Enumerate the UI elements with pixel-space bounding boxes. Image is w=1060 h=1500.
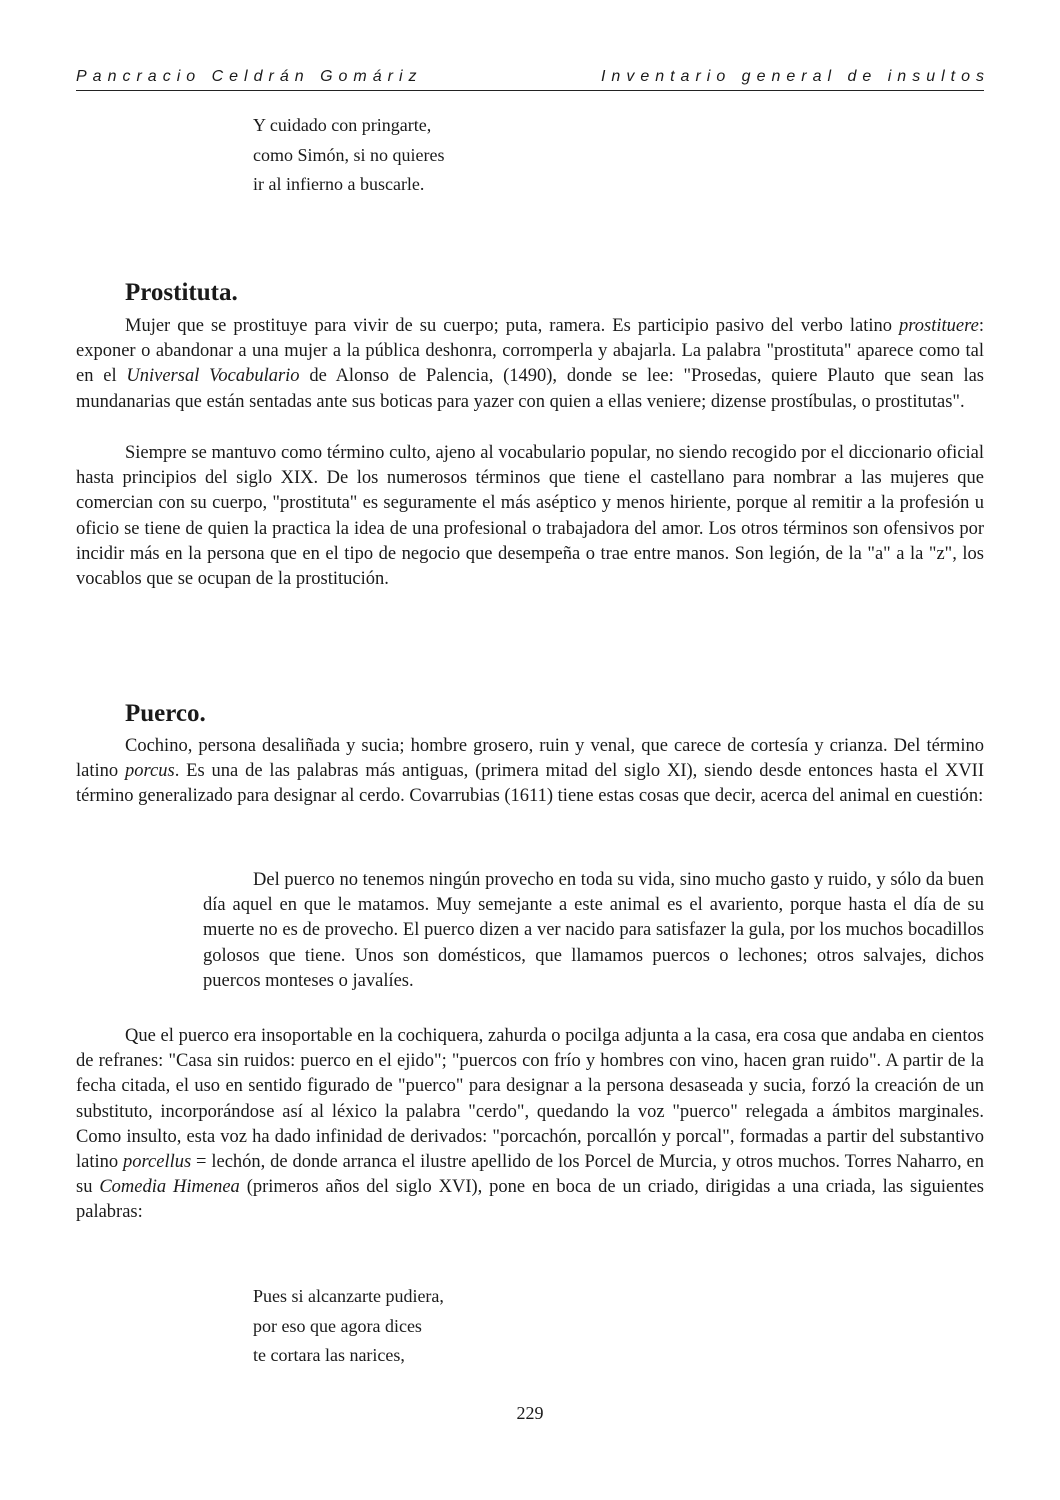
verse-line: Pues si alcanzarte pudiera,: [253, 1286, 444, 1306]
entry-title-puerco: Puerco.: [125, 700, 206, 727]
text-run: (primeros años del siglo XVI), pone en boca de un criado, dirigidas a una criada, las siguientes palabras:: [76, 1177, 985, 1223]
prostituta-paragraph-1: [76, 314, 984, 415]
verse-block-1: [253, 111, 445, 200]
italic-term: prostituere: [899, 316, 979, 336]
puerco-paragraph-1: [76, 734, 984, 810]
block-quote: Del puerco no tenemos ningún provecho en toda su vida, sino mucho gasto y ruido, y sólo da buen día aquel en que le matamos. Muy semejante a este animal es el avariento, porque hasta el día de su muerte no es de provecho. El puerco dizen a ver nacido para satisfazer la gula, por los muchos bocadillos golosos que tiene. Unos son domésticos, que llamamos puercos o lechones; otros salvajes, dichos puercos monteses o javalíes.: [203, 870, 984, 991]
text-run: de Alonso de Palencia, (1490), donde se lee: "Prosedas, quiere Plauto que sean las mundanarias que están sentadas ante sus boticas para yazer con quien a ellas veniere; dizense prostíbulas, o prostitutas".: [76, 366, 984, 412]
verse-line: Y cuidado con pringarte,: [253, 115, 432, 135]
entry-title-prostituta: Prostituta.: [125, 279, 238, 306]
text-run: = lechón, de donde arranca el ilustre apellido de los Porcel de Murcia, y otros muchos. Torres Naharro, en su: [76, 1152, 984, 1198]
text-run: Que el puerco era insoportable en la cochiquera, zahurda o pocilga adjunta a la casa, era cosa que andaba en cientos de refranes: "Casa sin ruidos: puerco en el ejido"; "puercos con frío y hombres con vino, hacen gran ruido". A partir de la fecha citada, el uso en sentido figurado de "puerco" para designar a la persona desaseada y sucia, forzó la creación de un substituto, incorporándose así al léxico la palabra "cerdo", quedando la voz "puerco" relegada a ámbitos marginales. Como insulto, esta voz ha dado infinidad de derivados: "porcachón, porcallón y porcal", formadas a partir del substantivo latino: [76, 1026, 984, 1173]
text-run: : exponer o abandonar a una mujer a la pública deshonra, corromperla y abajarla. La palabra "prostituta" aparece como tal en el: [76, 316, 984, 387]
verse-line: como Simón, si no quieres: [253, 144, 445, 165]
running-header: [76, 68, 990, 91]
italic-term: porcus: [125, 761, 175, 782]
prostituta-paragraph-2: Siempre se mantuvo como término culto, ajeno al vocabulario popular, no siendo recogido por el diccionario oficial hasta principios del siglo XIX. De los numerosos términos que tiene el castellano para nombrar a las mujeres que comercian con su cuerpo, "prostituta" es seguramente el más aséptico y menos hiriente, porque al remitir a la profesión u oficio se tiene de quien la practica la idea de una profesional o trabajadora del amor. Los otros términos son ofensivos por incidir más en la persona que en el tipo de negocio que desempeña o trae entre manos. Son legión, de la "a" a la "z", los vocablos que se ocupan de la prostitución.: [76, 443, 984, 590]
verse-line: te cortara las narices,: [253, 1345, 405, 1365]
puerco-paragraph-2: [76, 1024, 984, 1226]
italic-title: Universal Vocabulario: [126, 366, 300, 387]
text-run: Cochino, persona desaliñada y sucia; hombre grosero, ruin y venal, que carece de cortesía y crianza. Del término latino: [76, 736, 984, 782]
text-run: . Es una de las palabras más antiguas, (primera mitad del siglo XI), siendo desde entonces hasta el XVII término generalizado para designar al cerdo. Covarrubias (1611) tiene estas cosas que decir, acerca del animal en cuestión:: [76, 761, 984, 807]
verse-line: ir al infierno a buscarle.: [253, 174, 425, 194]
verse-line: por eso que agora dices: [253, 1315, 422, 1336]
italic-title: Comedia Himenea: [99, 1177, 240, 1198]
italic-term: porcellus: [123, 1152, 192, 1173]
page-number: 229: [516, 1403, 544, 1423]
header-book-title: Inventario general de insultos: [600, 68, 990, 85]
header-author: Pancracio Celdrán Gomáriz: [76, 68, 423, 85]
text-run: Mujer que se prostituye para vivir de su cuerpo; puta, ramera. Es participio pasivo del verbo latino: [125, 316, 900, 336]
verse-block-2: [253, 1282, 444, 1371]
document-page: [76, 0, 990, 1500]
